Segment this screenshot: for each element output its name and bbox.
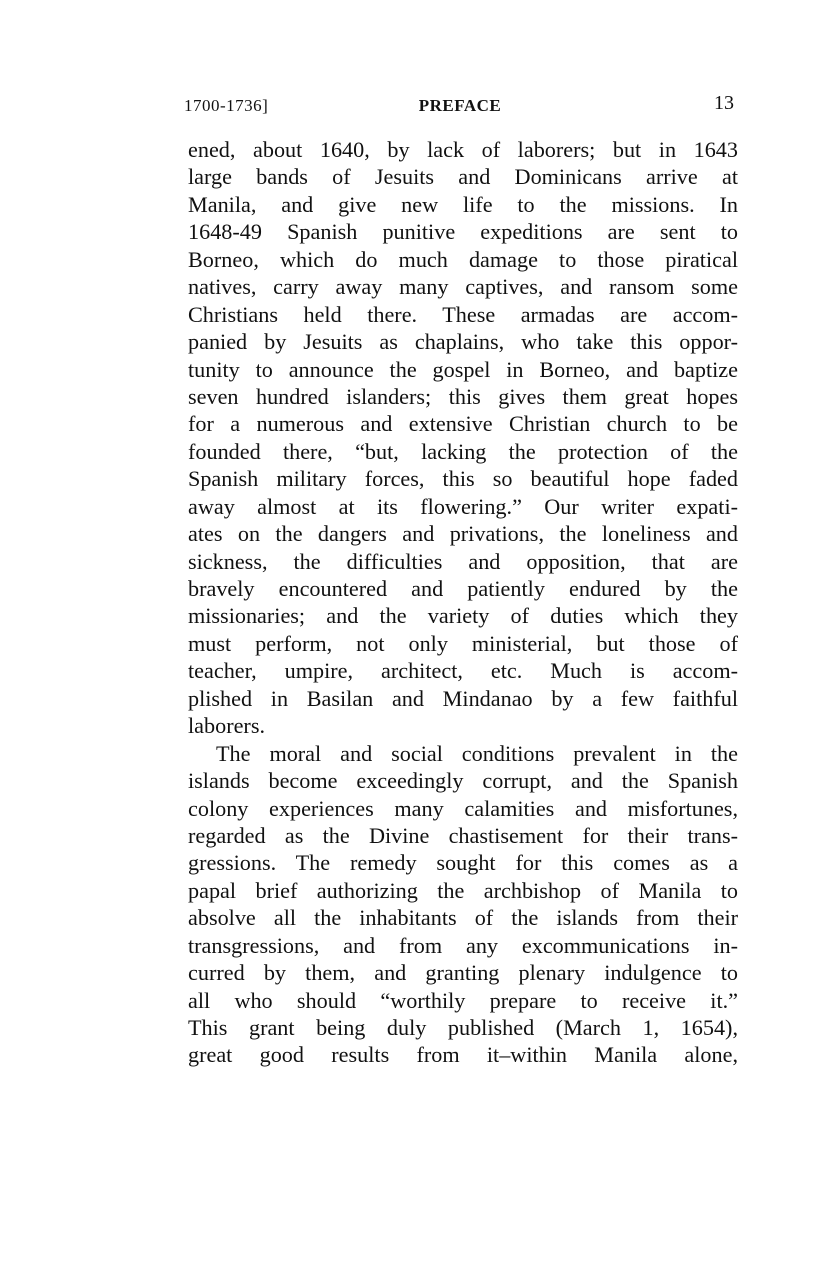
text-line: gressions. The remedy sought for this comes as a — [188, 850, 738, 876]
text-line: plished in Basilan and Mindanao by a few faithful — [188, 685, 738, 711]
text-line: Christians held there. These armadas are accom- — [188, 301, 738, 327]
text-line: papal brief authorizing the archbishop of Manila to — [188, 877, 738, 903]
text-line: colony experiences many calamities and misfortunes, — [188, 795, 738, 821]
text-line: bravely encountered and patiently endured by the — [188, 576, 738, 601]
text-line: for a numerous and extensive Christian church to be — [188, 411, 738, 437]
running-head-title: PREFACE — [418, 96, 502, 115]
text-line: tunity to announce the gospel in Borneo, and baptize — [188, 356, 738, 382]
text-line: Borneo, which do much damage to those piratical — [188, 246, 738, 272]
paragraph-start-line: The moral and social conditions prevalent in the — [216, 740, 738, 766]
text-line: all who should “worthily prepare to receive it.” — [188, 987, 738, 1013]
text-line: 1648-49 Spanish punitive expeditions are sent to — [188, 219, 738, 245]
text-line: regarded as the Divine chastisement for their trans- — [188, 822, 738, 848]
text-line: transgressions, and from any excommunications in- — [188, 932, 738, 958]
text-line: Manila, and give new life to the missions. In — [188, 191, 738, 217]
text-line: teacher, umpire, architect, etc. Much is accom- — [188, 658, 738, 684]
text-line: curred by them, and granting plenary indulgence to — [188, 960, 738, 986]
page-number: 13 — [714, 92, 734, 114]
text-line: ened, about 1640, by lack of laborers; but in 1643 — [188, 137, 738, 162]
text-line: ates on the dangers and privations, the loneliness and — [188, 521, 738, 547]
text-line: Spanish military forces, this so beautiful hope faded — [188, 466, 738, 492]
text-line: panied by Jesuits as chaplains, who take this oppor- — [188, 329, 738, 355]
text-line: sickness, the difficulties and opposition, that are — [188, 548, 738, 574]
running-head-date-range: 1700-1736] — [184, 96, 269, 115]
text-line: founded there, “but, lacking the protection of the — [188, 438, 738, 464]
text-line: islands become exceedingly corrupt, and the Spanish — [188, 768, 738, 794]
text-line: natives, carry away many captives, and ransom some — [188, 274, 738, 300]
text-line: This grant being duly published (March 1, 1654), — [188, 1015, 738, 1040]
text-line: absolve all the inhabitants of the islands from their — [188, 905, 738, 931]
paragraph-end-line: laborers. — [188, 713, 266, 739]
text-line: great good results from it–within Manila alone, — [188, 1042, 738, 1068]
running-head — [184, 92, 736, 120]
body-text — [188, 136, 738, 1069]
text-line: away almost at its flowering.” Our writer expati- — [188, 493, 738, 519]
text-line: large bands of Jesuits and Dominicans arrive at — [188, 164, 738, 190]
text-line: seven hundred islanders; this gives them great hopes — [188, 383, 738, 409]
text-line: missionaries; and the variety of duties which they — [188, 603, 738, 629]
text-line: must perform, not only ministerial, but those of — [188, 630, 738, 656]
